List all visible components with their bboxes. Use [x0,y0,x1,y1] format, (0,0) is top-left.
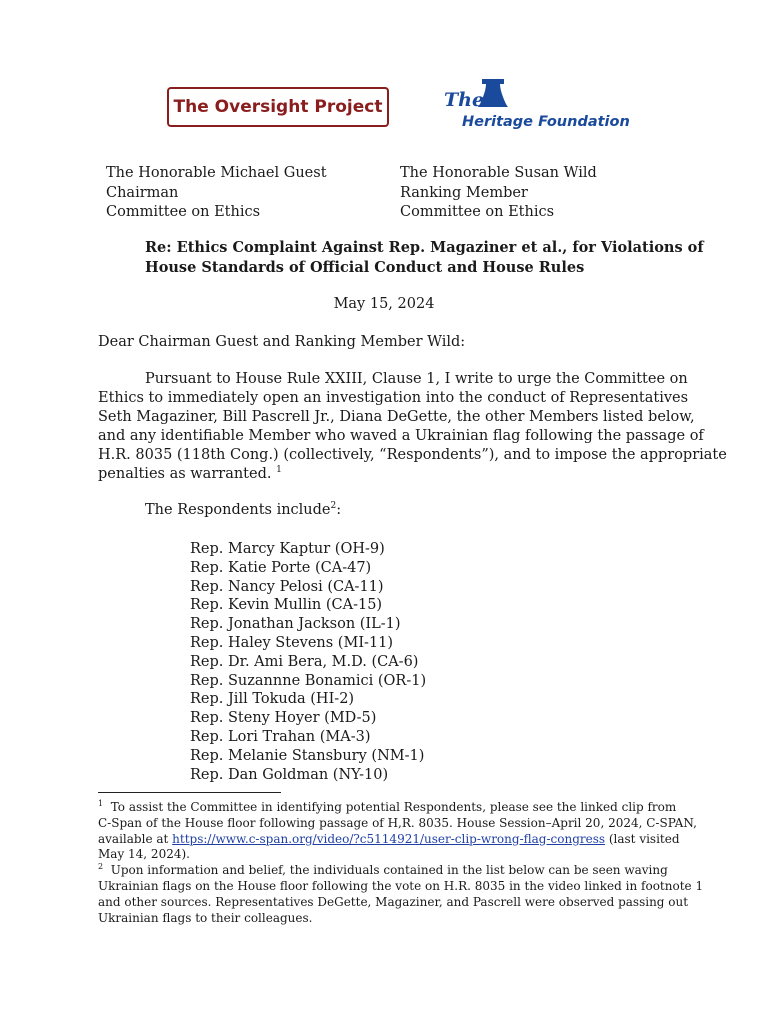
respondents-intro [145,502,341,518]
recipient-chairman [106,164,327,223]
heritage-name-text: Heritage Foundation [462,114,630,130]
list-item: Rep. Lori Trahan (MA-3) [190,728,371,745]
list-item: Rep. Haley Stevens (MI-11) [190,634,394,651]
recipient-name: The Honorable Susan Wild [400,165,597,181]
body-line: Pursuant to House Rule XXIII, Clause 1, I write to urge the Committee on [145,371,688,387]
footnote-1-line [98,832,698,848]
footnote-text: available at [98,831,173,846]
footnote-2-line [98,863,698,879]
list-item: Rep. Kevin Mullin (CA-15) [190,597,383,614]
respondents-intro-text: The Respondents include [145,502,331,518]
list-item: Rep. Suzannne Bonamici (OR-1) [190,672,427,689]
footnote-1-mark: 1 [98,799,104,808]
list-item: Rep. Marcy Kaptur (OH-9) [190,541,385,557]
footnote-1-line [98,800,698,816]
body-line: H.R. 8035 (118th Cong.) (collectively, “Respondents”), and to impose the appropriate [98,447,727,463]
list-item: Rep. Steny Hoyer (MD-5) [190,710,377,727]
oversight-project-logo [167,87,389,127]
list-item: Rep. Katie Porte (CA-47) [190,559,372,576]
respondents-intro-colon: : [336,502,342,518]
body-line: Seth Magaziner, Bill Pascrell Jr., Diana DeGette, the other Members listed below, [98,409,695,425]
respondents-list [190,540,426,784]
body-paragraph [98,370,727,484]
footnote-text: C-Span of the House floor following passage of H,R. 8035. House Session–April 20, 2024, C-SPAN, [98,815,697,830]
footnote-ref-1[interactable]: 1 [276,465,282,476]
list-item: Rep. Jill Tokuda (HI-2) [190,691,355,708]
footnote-text: (last visited [605,831,680,846]
list-item: Rep. Dan Goldman (NY-10) [190,766,389,783]
body-line: Ethics to immediately open an investigation into the conduct of Representatives [98,390,689,406]
subject-line-2: House Standards of Official Conduct and House Rules [145,259,585,276]
subject-line [145,238,705,278]
footnote-2-mark: 2 [98,862,104,872]
recipient-title: Ranking Member [400,184,528,201]
list-item: Rep. Jonathan Jackson (IL-1) [190,616,401,633]
footnote-text: To assist the Committee in identifying potential Respondents, please see the linked clip from [110,800,677,814]
recipient-committee: Committee on Ethics [400,204,555,220]
body-line: and any identifiable Member who waved a Ukrainian flag following the passage of [98,428,704,444]
recipient-title: Chairman [106,184,179,201]
footnote-text: Upon information and belief, the individuals contained in the list below can be seen waving [110,863,668,878]
footnotes [98,799,704,926]
salutation: Dear Chairman Guest and Ranking Member Wild: [98,334,466,350]
letter-date: May 15, 2024 [333,296,435,312]
body-line-last [98,465,698,484]
footnote-text: May 14, 2024). [98,847,190,862]
footnote-divider [98,792,281,793]
list-item: Rep. Dr. Ami Bera, M.D. (CA-6) [190,653,419,670]
recipient-committee: Committee on Ethics [106,204,261,220]
footnote-ref-2[interactable]: 2 [330,501,337,512]
oversight-project-logo-text: The Oversight Project [173,97,383,117]
body-line: penalties as warranted. [98,466,272,482]
list-item: Rep. Nancy Pelosi (CA-11) [190,578,384,595]
list-item: Rep. Melanie Stansbury (NM-1) [190,747,425,764]
recipient-name: The Honorable Michael Guest [106,165,327,181]
cspan-video-link[interactable]: https://www.c-span.org/video/?c5114921/user-clip-wrong-flag-congress [172,831,606,846]
subject-line-1: Re: Ethics Complaint Against Rep. Magaziner et al., for Violations of [145,239,704,256]
footnote-text: and other sources. Representatives DeGette, Magaziner, and Pascrell were observed passing out [98,894,689,909]
footnote-text: Ukrainian flags on the House floor following the vote on H.R. 8035 in the video linked in footnote 1 [98,878,704,893]
heritage-the-text: The [444,89,485,111]
heritage-bell-icon [440,77,630,135]
recipient-ranking-member [400,164,597,223]
footnote-text: Ukrainian flags to their colleagues. [98,910,313,925]
heritage-foundation-logo [440,77,630,135]
